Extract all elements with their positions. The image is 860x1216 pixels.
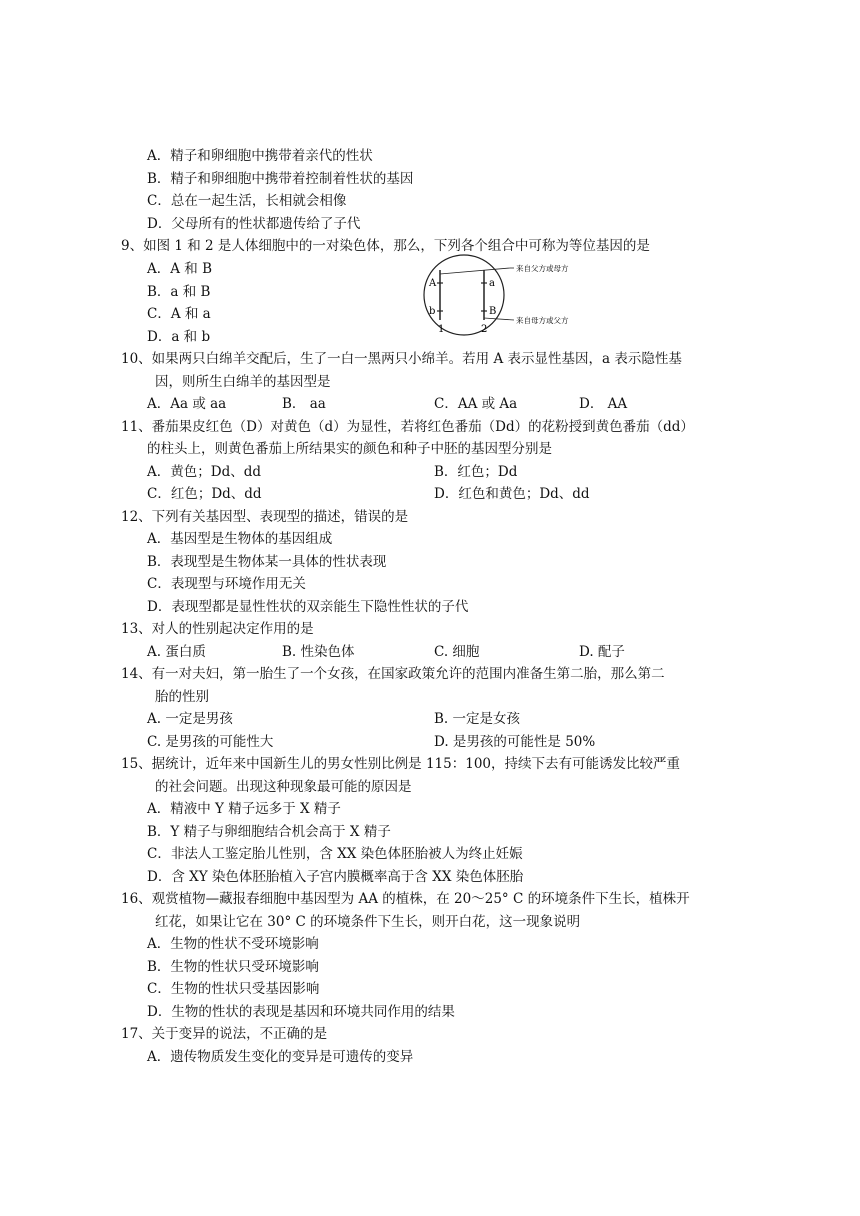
- q17-stem: 17、关于变异的说法，不正确的是: [121, 1026, 328, 1042]
- prev-option-b: B．精子和卵细胞中携带着控制着性状的基因: [147, 171, 414, 187]
- q12-option-d: D．表现型都是显性性状的双亲能生下隐性性状的子代: [147, 599, 469, 615]
- q9-option-b: B．a 和 B: [147, 284, 211, 300]
- chrom1-number: 1: [438, 324, 445, 335]
- chromosome-figure: [410, 250, 610, 340]
- q10-option-a: A．Aa 或 aa: [147, 396, 227, 412]
- q9-option-c: C．A 和 a: [147, 306, 211, 322]
- prev-option-c: C．总在一起生活，长相就会相像: [147, 193, 347, 209]
- q15-stem-line2: 的社会问题。出现这种现象最可能的原因是: [155, 779, 412, 795]
- q15-option-b: B．Y 精子与卵细胞结合机会高于 X 精子: [147, 824, 391, 840]
- q11-stem-line1: 11、番茄果皮红色（D）对黄色（d）为显性，若将红色番茄（Dd）的花粉授到黄色番茄（dd）: [121, 419, 694, 435]
- figure-label-top: 来自父方或母方: [516, 264, 569, 273]
- q10-option-b: B． aa: [282, 396, 326, 412]
- q10-stem-line1: 10、如果两只白绵羊交配后，生了一白一黑两只小绵羊。若用 A 表示显性基因，a 表示隐性基: [121, 351, 682, 367]
- q10-option-c: C．AA 或 Aa: [434, 396, 518, 412]
- q12-option-b: B．表现型是生物体某一具体的性状表现: [147, 554, 387, 570]
- prev-option-a: A．精子和卵细胞中携带着亲代的性状: [147, 148, 373, 164]
- q16-option-c: C．生物的性状只受基因影响: [147, 981, 320, 997]
- q11-stem-line2: 的柱头上，则黄色番茄上所结果实的颜色和种子中胚的基因型分别是: [147, 441, 552, 457]
- figure-circle: [424, 255, 504, 335]
- q16-option-d: D．生物的性状的表现是基因和环境共同作用的结果: [147, 1004, 455, 1020]
- q15-option-d: D．含 XY 染色体胚胎植入子宫内膜概率高于含 XX 染色体胚胎: [147, 869, 524, 885]
- chrom1-gene-top: A: [429, 278, 437, 289]
- q14-stem-line2: 胎的性别: [155, 689, 209, 705]
- q9-option-a: A．A 和 B: [147, 261, 213, 277]
- q13-option-b: B. 性染色体: [282, 644, 355, 660]
- chrom2-gene-top: a: [489, 278, 495, 289]
- q11-option-a: A．黄色；Dd、dd: [147, 464, 261, 480]
- q13-option-c: C. 细胞: [434, 644, 480, 660]
- q14-option-c: C. 是男孩的可能性大: [147, 734, 274, 750]
- q9-option-d: D．a 和 b: [147, 329, 211, 345]
- q12-option-c: C．表现型与环境作用无关: [147, 576, 306, 592]
- chrom1-gene-bottom: b: [429, 306, 436, 317]
- q13-stem: 13、对人的性别起决定作用的是: [121, 621, 314, 637]
- q14-option-a: A. 一定是男孩: [147, 711, 233, 727]
- q16-option-b: B．生物的性状只受环境影响: [147, 959, 319, 975]
- q11-option-d: D．红色和黄色；Dd、dd: [434, 486, 590, 502]
- q16-stem-line2: 红花，如果让它在 30° C 的环境条件下生长，则开白花，这一现象说明: [155, 914, 581, 930]
- chrom2-gene-bottom: B: [489, 306, 497, 317]
- q16-option-a: A．生物的性状不受环境影响: [147, 936, 319, 952]
- q14-stem-line1: 14、有一对夫妇，第一胎生了一个女孩，在国家政策允许的范围内准备生第二胎，那么第二: [121, 666, 665, 682]
- q14-option-b: B. 一定是女孩: [434, 711, 521, 727]
- q16-stem-line1: 16、观赏植物—藏报春细胞中基因型为 AA 的植株，在 20～25° C 的环境条件下生长，植株开: [121, 891, 690, 907]
- q13-option-a: A. 蛋白质: [147, 644, 206, 660]
- q15-stem-line1: 15、据统计，近年来中国新生儿的男女性别比例是 115：100，持续下去有可能诱发比较严重: [121, 756, 681, 772]
- chrom2-number: 2: [481, 324, 488, 335]
- q10-option-d: D． AA: [579, 396, 628, 412]
- q13-option-d: D. 配子: [579, 644, 625, 660]
- q12-option-a: A．基因型是生物体的基因组成: [147, 531, 333, 547]
- prev-option-d: D．父母所有的性状都遗传给了子代: [147, 216, 361, 232]
- q15-option-a: A．精液中 Y 精子远多于 X 精子: [147, 801, 341, 817]
- q14-option-d: D. 是男孩的可能性是 50%: [434, 734, 596, 750]
- q10-stem-line2: 因，则所生白绵羊的基因型是: [155, 374, 331, 390]
- q15-option-c: C．非法人工鉴定胎儿性别，含 XX 染色体胚胎被人为终止妊娠: [147, 846, 523, 862]
- figure-label-bottom: 来自母方或父方: [516, 316, 569, 325]
- q17-option-a: A．遗传物质发生变化的变异是可遗传的变异: [147, 1049, 414, 1065]
- q12-stem: 12、下列有关基因型、表现型的描述，错误的是: [121, 509, 409, 525]
- q9-stem: 9、如图 1 和 2 是人体细胞中的一对染色体，那么，下列各个组合中可称为等位基因的是: [121, 238, 650, 254]
- q11-option-b: B．红色；Dd: [434, 464, 518, 480]
- q11-option-c: C．红色；Dd、dd: [147, 486, 262, 502]
